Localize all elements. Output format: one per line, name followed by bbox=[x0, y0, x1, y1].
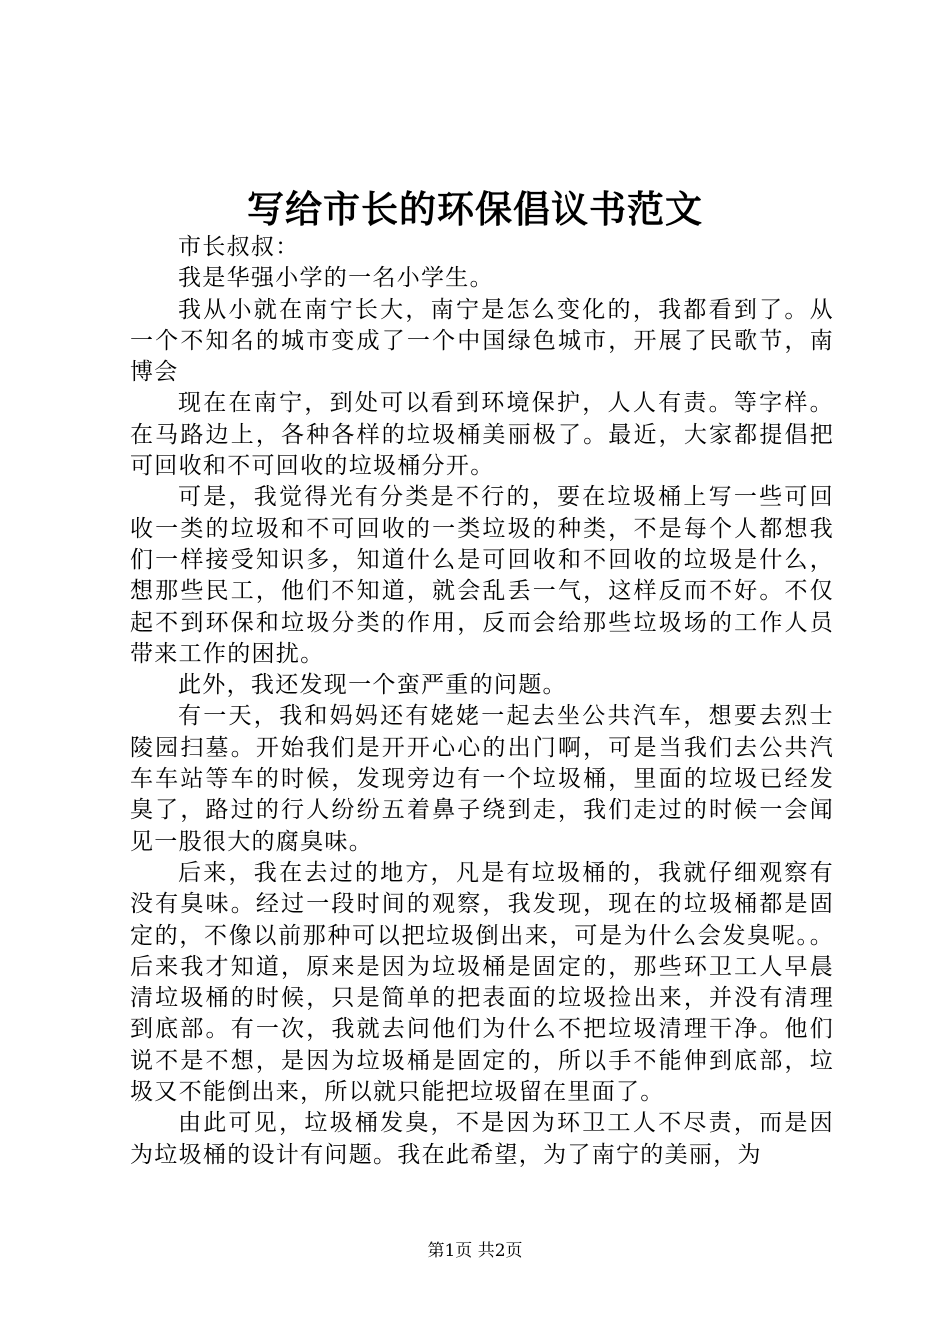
page-number-footer: 第1页 共2页 bbox=[427, 1241, 523, 1261]
document-title: 写给市长的环保倡议书范文 bbox=[247, 187, 703, 231]
paragraph: 现在在南宁，到处可以看到环境保护，人人有责。等字样。在马路边上，各种各样的垃圾桶美丽极了。最近，大家都提倡把可回收和不可回收的垃圾桶分开。 bbox=[130, 390, 834, 480]
paragraph: 可是，我觉得光有分类是不行的，要在垃圾桶上写一些可回收一类的垃圾和不可回收的一类垃圾的种类，不是每个人都想我们一样接受知识多，知道什么是可回收和不回收的垃圾是什么，想那些民工，他们不知道，就会乱丢一气，这样反而不好。不仅起不到环保和垃圾分类的作用，反而会给那些垃圾场的工作人员带来工作的困扰。 bbox=[130, 484, 834, 667]
paragraph: 由此可见，垃圾桶发臭，不是因为环卫工人不尽责，而是因为垃圾桶的设计有问题。我在此希望，为了南宁的美丽，为 bbox=[130, 1110, 834, 1168]
paragraph-salutation: 市长叔叔： bbox=[178, 234, 300, 260]
paragraph: 后来，我在去过的地方，凡是有垃圾桶的，我就仔细观察有没有臭味。经过一段时间的观察，我发现，现在的垃圾桶都是固定的，不像以前那种可以把垃圾倒出来，可是为什么会发臭呢。。后来我才知道，原来是因为垃圾桶是固定的，那些环卫工人早晨清垃圾桶的时候，只是简单的把表面的垃圾捡出来，并没有清理到底部。有一次，我就去问他们为什么不把垃圾清理干净。他们说不是不想，是因为垃圾桶是固定的，所以手不能伸到底部，垃圾又不能倒出来，所以就只能把垃圾留在里面了。 bbox=[130, 859, 834, 1106]
document-body bbox=[130, 232, 834, 1171]
paragraph: 我从小就在南宁长大，南宁是怎么变化的，我都看到了。从一个不知名的城市变成了一个中国绿色城市，开展了民歌节，南博会 bbox=[130, 296, 834, 386]
paragraph: 此外，我还发现一个蛮严重的问题。 bbox=[178, 672, 567, 699]
paragraph-introduction: 我是华强小学的一名小学生。 bbox=[178, 265, 494, 292]
paragraph: 有一天，我和妈妈还有姥姥一起去坐公共汽车，想要去烈士陵园扫墓。开始我们是开开心心的出门啊，可是当我们去公共汽车车站等车的时候，发现旁边有一个垃圾桶，里面的垃圾已经发臭了，路过的行人纷纷五着鼻子绕到走，我们走过的时候一会闻见一股很大的腐臭味。 bbox=[130, 703, 834, 855]
